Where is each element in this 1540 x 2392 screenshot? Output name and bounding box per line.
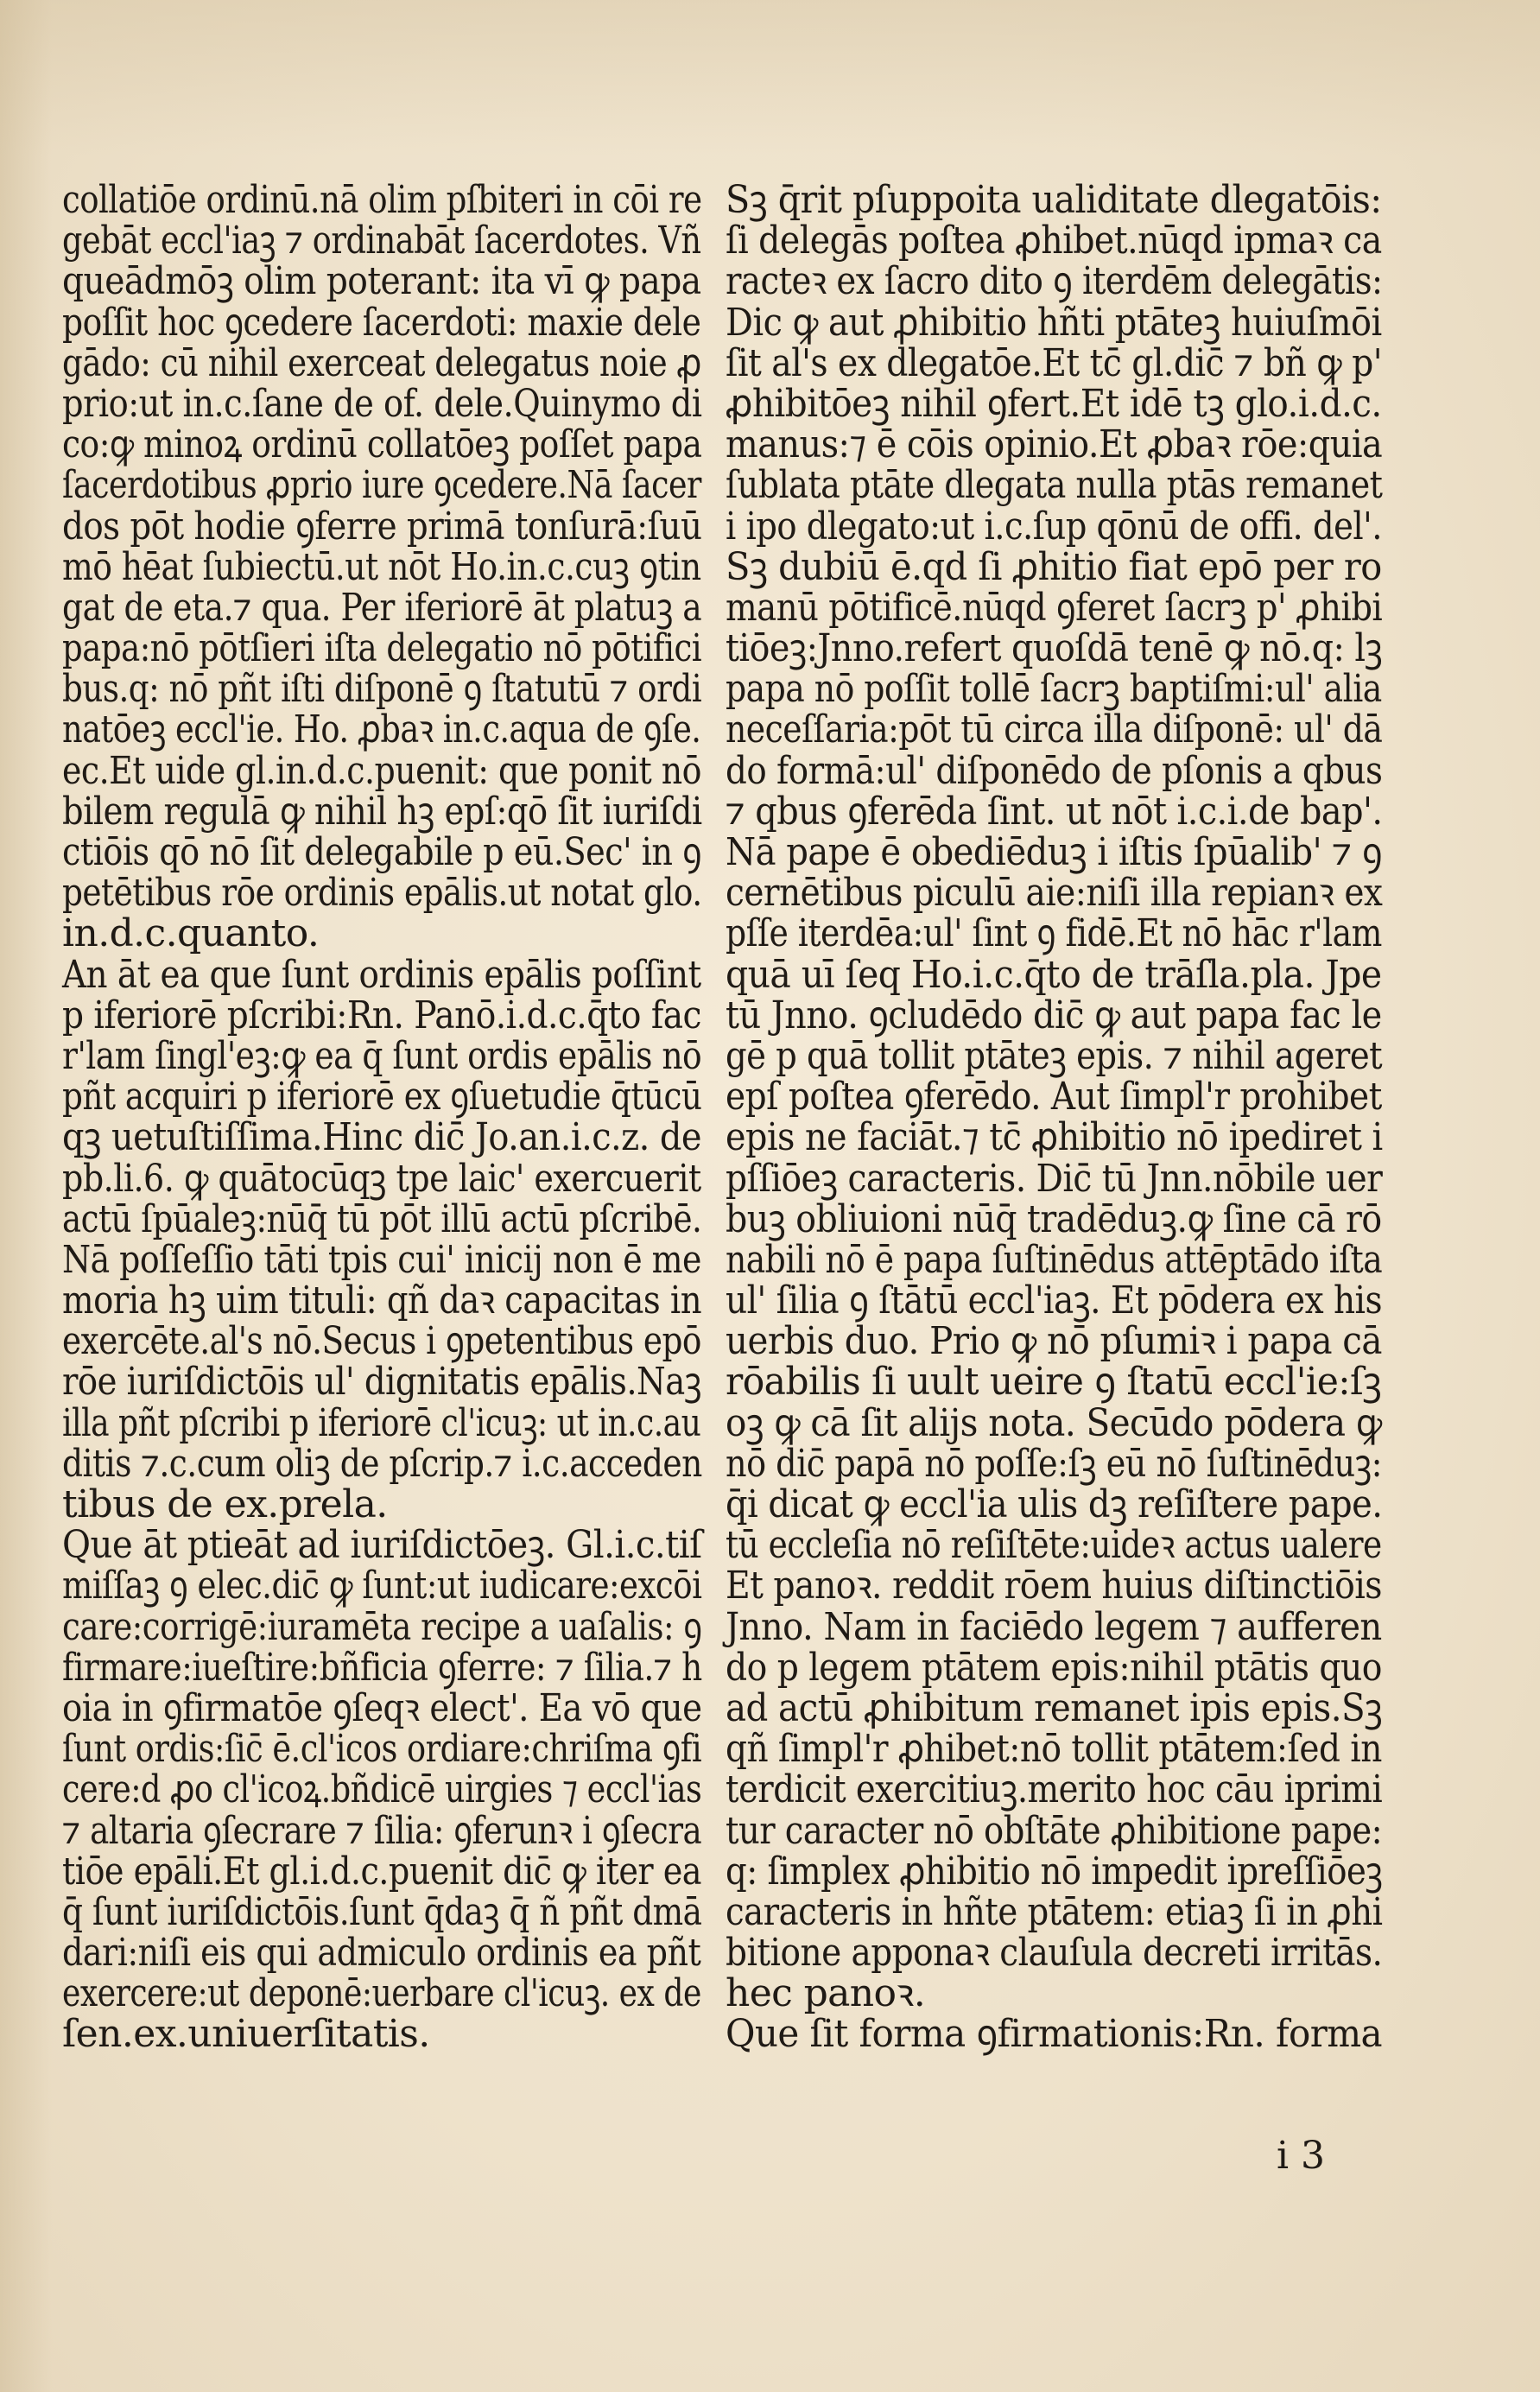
text-line: in.d.c.quanto. — [62, 911, 320, 956]
text-line: qñ ſimpl'r ꝓhibet:nō tollit ptātem:ſed in — [726, 1727, 1382, 1772]
text-line: nabili nō ē papa ſuſtinēdus attēptādo iſta — [726, 1237, 1383, 1282]
text-line: ꝓhibitōeꝫ nihil ꝯfert.Et idē tꝫ glo.i.d.c. — [726, 381, 1382, 426]
text-line: ul' ſilia ꝯ ſtātū eccl'iaꝫ. Et pōdera ex his — [726, 1278, 1383, 1323]
text-line: ec.Et uide gl.in.d.c.puenit: que ponit nō — [62, 748, 701, 793]
text-line: qꝫ uetuſtiſſima.Hinc dic̄ Jo.an.i.c.z. de — [62, 1115, 702, 1160]
text-line: co:ꝙ minoꝝ ordinū collatōeꝫ poſſet papa — [62, 422, 702, 467]
text-line: tur caracter nō obſtāte ꝓhibitione pape: — [726, 1808, 1383, 1853]
text-line: buꝫ obliuioni nūq̄ tradēduꝫ.ꝙ ſine cā rō — [726, 1196, 1382, 1241]
text-line: gē p quā tollit ptāteꝫ epis. ⁊ nihil ageret — [726, 1033, 1383, 1078]
text-line: tū eccleſia nō reſiſtēte:uideꝛ actus ualere — [726, 1523, 1382, 1568]
text-line: natōeꝫ eccl'ie. Ho. ꝓbaꝛ in.c.aqua de ꝯſe. — [62, 707, 701, 752]
text-line: manus:⁊ ē cōis opinio.Et ꝓbaꝛ rōe:quia — [726, 422, 1383, 467]
text-line: illa pñt pſcribi p iferiorē cl'icuꝫ: ut in.c.au — [62, 1400, 701, 1445]
text-line: moria hꝫ uim tituli: qñ daꝛ capacitas in — [62, 1278, 702, 1323]
text-line: Nā pape ē obediēduꝫ i iſtis ſpūalib' ⁊ ꝯ — [726, 830, 1383, 874]
text-line: uerbis duo. Prio ꝙ nō pſumiꝛ i papa cā — [726, 1319, 1382, 1364]
text-line: ditis ⁊.c.cum oliꝫ de pſcrip.⁊ i.c.acceden — [62, 1441, 702, 1486]
text-line: firmare:iueſtire:bñficia ꝯferre: ⁊ ſilia.⁊ h — [62, 1645, 702, 1690]
text-line: pb.li.6. ꝙ quātocūqꝫ tpe laic' exercuerit — [62, 1156, 701, 1201]
text-line: tiōeꝫ:Jnno.refert quoſdā tenē ꝙ nō.q: lꝫ — [726, 626, 1383, 671]
text-line: oꝫ ꝙ cā ſit alijs nota. Secūdo pōdera ꝙ — [726, 1400, 1382, 1445]
text-line: hec panoꝛ. — [726, 1971, 926, 2016]
text-line: ſunt ordis:ſic̄ ē.cl'icos ordiare:chriſma ꝯfi — [62, 1727, 702, 1772]
text-line: exercere:ut deponē:uerbare cl'icuꝫ. ex de — [62, 1971, 701, 2016]
text-line: gat de eta.⁊ qua. Per iferiorē āt platuꝫ a — [62, 585, 702, 630]
text-line: epis ne faciāt.⁊ tc̄ ꝓhibitio nō ipediret i — [726, 1115, 1383, 1160]
text-line: pſſiōeꝫ caracteris. Dic̄ tū Jnn.nōbile uer — [726, 1156, 1383, 1201]
text-line: mō hēat ſubiectū.ut nōt Ho.in.c.cuꝫ ꝯtin — [62, 544, 701, 589]
text-line: neceſſaria:pōt tū circa illa diſponē: ul' dā — [726, 707, 1383, 752]
text-line: queādmōꝫ olim poterant: ita vī ꝙ papa — [62, 259, 701, 304]
text-line: poſſit hoc ꝯcedere ſacerdoti: maxie dele — [62, 300, 701, 345]
text-line: ⁊ altaria ꝯſecrare ⁊ ſilia: ꝯferunꝛ i ꝯſecra — [62, 1808, 702, 1853]
text-line: pñt acquiri p iferiorē ex ꝯſuetudie q̄tūcū — [62, 1075, 702, 1120]
text-line: papa:nō pōtſieri iſta delegatio nō pōtifici — [62, 626, 702, 671]
text-line: q̄i dicat ꝙ eccl'ia ulis dꝫ reſiſtere pape. — [726, 1482, 1383, 1526]
text-line: ctiōis qō nō ſit delegabile p eū.Sec' in ꝯ — [62, 830, 701, 874]
text-line: caracteris in hñte ptātem: etiaꝫ ſi in ꝓhi — [726, 1889, 1383, 1934]
text-line: q̄ ſunt iuriſdictōis.ſunt q̄daꝫ q̄ ñ pñt dmā — [62, 1889, 702, 1934]
text-line: Nā poſſeſſio tāti tpis cui' inicij non ē me — [62, 1237, 701, 1282]
page-stain-top — [0, 0, 1540, 155]
text-line: ſublata ptāte dlegata nulla ptās remanet — [726, 463, 1383, 508]
text-line: petētibus rōe ordinis epālis.ut notat glo. — [62, 871, 702, 916]
text-line: nō dic̄ papā nō poſſe:ſꝫ eū nō ſuſtinēduꝫ: — [726, 1441, 1382, 1486]
text-line: care:corrigē:iuramēta recipe a uaſalis: ꝯ — [62, 1604, 702, 1649]
text-line: do p legem ptātem epis:nihil ptātis quo — [726, 1645, 1382, 1690]
text-line: An āt ea que ſunt ordinis epālis poſſint — [62, 952, 701, 997]
text-line: p iferiorē pſcribi:Rn. Panō.i.d.c.q̄to fac — [62, 993, 701, 1037]
text-line: terdicit exercitiuꝫ.merito hoc cāu iprimi — [726, 1767, 1383, 1812]
text-line: i ipo dlegato:ut i.c.ſup qōnū de offi. del'. — [726, 504, 1382, 549]
text-line: oia in ꝯfirmatōe ꝯſeqꝛ elect'. Ea vō que — [62, 1685, 702, 1730]
text-line: papa nō poſſit tollē ſacrꝫ baptiſmi:ul' alia — [726, 667, 1382, 712]
text-line: epſ poſtea ꝯferēdo. Aut ſimpl'r prohibet — [726, 1075, 1382, 1120]
text-line: exercēte.al's nō.Secus i ꝯpetentibus epō — [62, 1319, 701, 1364]
text-line: Dic ꝙ aut ꝓhibitio hñti ptāteꝫ huiuſmōi — [726, 300, 1382, 345]
text-line: r'lam ſingl'eꝫ:ꝙ ea q̄ ſunt ordis epālis nō — [62, 1033, 702, 1078]
text-line: tū Jnno. ꝯcludēdo dic̄ ꝙ aut papa fac le — [726, 993, 1382, 1037]
text-line: ſit al's ex dlegatōe.Et tc̄ gl.dic̄ ⁊ bñ ꝙ p' — [726, 340, 1382, 385]
text-line: bilem regulā ꝙ nihil hꝫ epſ:qō ſit iuriſdi — [62, 789, 702, 834]
text-line: dos pōt hodie ꝯferre primā tonſurā:ſuū — [62, 504, 702, 549]
text-line: manū pōtificē.nūqd ꝯferet ſacrꝫ p' ꝓhibi — [726, 585, 1383, 630]
text-line: tibus de ex.prela. — [62, 1482, 388, 1526]
text-line: cernētibus piculū aie:niſi illa repianꝛ ex — [726, 871, 1383, 916]
text-line: rōabilis ſi uult ueire ꝯ ſtatū eccl'ie:ſꝫ — [726, 1360, 1382, 1405]
text-line: gādo: cū nihil exerceat delegatus noie ꝓ — [62, 340, 701, 385]
page-stain-left — [0, 0, 52, 2392]
text-line: Que āt ptieāt ad iuriſdictōeꝫ. Gl.i.c.tiſ — [62, 1523, 702, 1568]
text-line: rōe iuriſdictōis ul' dignitatis epālis.Naꝫ — [62, 1360, 701, 1405]
left-text-column — [62, 180, 701, 2055]
text-line: bitione apponaꝛ clauſula decreti irritās. — [726, 1931, 1383, 1976]
text-line: cere:d ꝓo cl'icoꝝ.bñdicē uirgies ⁊ eccl'ias — [62, 1767, 702, 1812]
text-line: ſacerdotibus ꝓprio iure ꝯcedere.Nā ſacer — [62, 463, 701, 508]
text-line: prio:ut in.c.ſane de of. dele.Quinymo di — [62, 381, 702, 426]
text-line: Sꝫ q̄rit pſuppoita ualiditate dlegatōis: — [726, 178, 1382, 222]
text-line: racteꝛ ex ſacro dito ꝯ iterdēm delegātis: — [726, 259, 1383, 304]
text-line: miſſaꝫ ꝯ elec.dic̄ ꝙ ſunt:ut iudicare:excōi — [62, 1564, 702, 1608]
text-line: pſſe iterdēa:ul' ſint ꝯ fidē.Et nō hāc r'lam — [726, 911, 1382, 956]
text-line: collatiōe ordinū.nā olim pſbiteri in cōi re — [62, 178, 702, 222]
text-line: Sꝫ dubiū ē.qd ſi ꝓhitio fiat epō per ro — [726, 544, 1382, 589]
signature-mark: i 3 — [1277, 2134, 1326, 2178]
text-line: tiōe epāli.Et gl.i.d.c.puenit dic̄ ꝙ iter ea — [62, 1849, 701, 1894]
text-line: q: ſimplex ꝓhibitio nō impedit ipreſſiōeꝫ — [726, 1849, 1383, 1894]
text-line: dari:niſi eis qui admiculo ordinis ea pñt — [62, 1931, 701, 1976]
text-line: Jnno. Nam in faciēdo legem ⁊ aufferen — [726, 1604, 1382, 1649]
text-line: quā uī ſeq Ho.i.c.q̄to de trāſla.pla. Jpe — [726, 952, 1382, 997]
text-line: bus.q: nō pñt iſti diſponē ꝯ ſtatutū ⁊ ordi — [62, 667, 702, 712]
text-line: gebāt eccl'iaꝫ ⁊ ordinabāt ſacerdotes. Vñ — [62, 219, 701, 263]
text-line: ⁊ qbus ꝯferēda ſint. ut nōt i.c.i.de bap'. — [726, 789, 1383, 834]
text-line: ad actū ꝓhibitum remanet ipis epis.Sꝫ — [726, 1685, 1383, 1730]
text-line: ſi delegās poſtea ꝓhibet.nūqd ipmaꝛ ca — [726, 219, 1382, 263]
text-line: actū ſpūaleꝫ:nūq̄ tū pōt illū actū pſcribē. — [62, 1196, 702, 1241]
text-line: Et panoꝛ. reddit rōem huius diſtinctiōis — [726, 1564, 1382, 1608]
right-text-column — [726, 180, 1382, 2055]
text-line: do formā:ul' diſponēdo de pſonis a qbus — [726, 748, 1383, 793]
text-line: Que ſit forma ꝯfirmationis:Rn. forma — [726, 2012, 1383, 2057]
text-line: ſen.ex.uniuerſitatis. — [62, 2012, 430, 2057]
